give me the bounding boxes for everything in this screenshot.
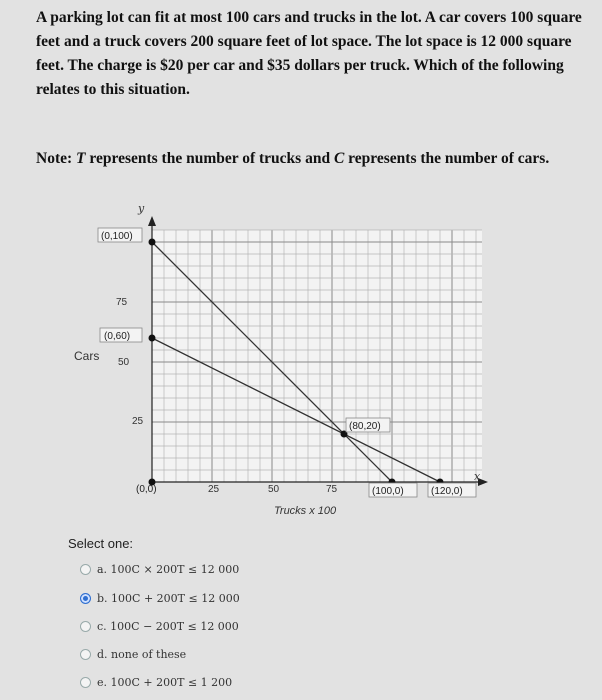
point-label-0-0: (0,0)	[136, 484, 157, 495]
option-c-radio[interactable]	[80, 621, 91, 632]
note-prefix: Note:	[36, 150, 77, 167]
x-tick-50: 50	[268, 484, 280, 495]
point-label-100-0-text: (100,0)	[372, 486, 404, 497]
note-var-t: T	[76, 150, 86, 167]
y-tick-75: 75	[116, 297, 128, 308]
x-tick-25: 25	[208, 484, 220, 495]
option-d[interactable]	[80, 645, 186, 663]
note-text	[36, 150, 596, 168]
option-d-text: d. none of these	[97, 647, 187, 661]
y-tick-25: 25	[132, 416, 144, 427]
x-tick-75: 75	[326, 484, 338, 495]
option-e-radio[interactable]	[80, 677, 91, 688]
feasible-region-graph	[60, 192, 490, 524]
select-one-label: Select one:	[68, 536, 134, 551]
point-label-0-100-text: (0,100)	[101, 231, 133, 242]
point-marker-0-60	[149, 335, 156, 342]
option-c-text: c. 100C − 200T ≤ 12 000	[97, 619, 239, 633]
option-d-radio[interactable]	[80, 649, 91, 660]
y-axis-label: Cars	[74, 349, 100, 363]
note-suffix: represents the number of cars.	[344, 150, 550, 167]
option-a[interactable]	[80, 560, 239, 578]
option-b-radio[interactable]	[80, 593, 91, 604]
option-a-radio[interactable]	[80, 564, 91, 575]
y-axis-arrow	[148, 216, 156, 226]
grid-background	[152, 230, 482, 482]
note-var-c: C	[333, 150, 345, 167]
point-label-0-60	[100, 328, 142, 342]
note-middle: represents the number of trucks and	[85, 150, 334, 167]
option-b-text: b. 100C + 200T ≤ 12 000	[97, 591, 240, 605]
point-marker-0-100	[149, 239, 156, 246]
option-a-text: a. 100C × 200T ≤ 12 000	[97, 562, 240, 576]
y-axis-letter: y	[138, 202, 145, 215]
point-label-120-0-text: (120,0)	[431, 486, 463, 497]
option-e[interactable]	[80, 673, 232, 691]
question-text: A parking lot can fit at most 100 cars and trucks in the lot. A car covers 100 square feet and a truck covers 200 square feet of lot space. The lot space is 12 000 square feet. The charge is $20 per car and $35 dollars per truck. Which of the following relates to this situation.	[36, 9, 582, 98]
option-b[interactable]	[80, 589, 240, 607]
x-axis-label: Trucks x 100	[274, 505, 337, 517]
point-label-0-60-text: (0,60)	[104, 331, 131, 342]
point-label-80-20-text: (80,20)	[349, 421, 381, 432]
option-e-text: e. 100C + 200T ≤ 1 200	[97, 675, 233, 689]
option-c[interactable]	[80, 617, 239, 635]
point-label-80-20	[346, 418, 390, 432]
y-tick-50: 50	[118, 357, 130, 368]
x-axis-letter: x	[474, 470, 481, 483]
point-label-120-0	[428, 483, 476, 497]
point-label-100-0	[369, 483, 417, 497]
point-label-0-100	[98, 228, 142, 242]
